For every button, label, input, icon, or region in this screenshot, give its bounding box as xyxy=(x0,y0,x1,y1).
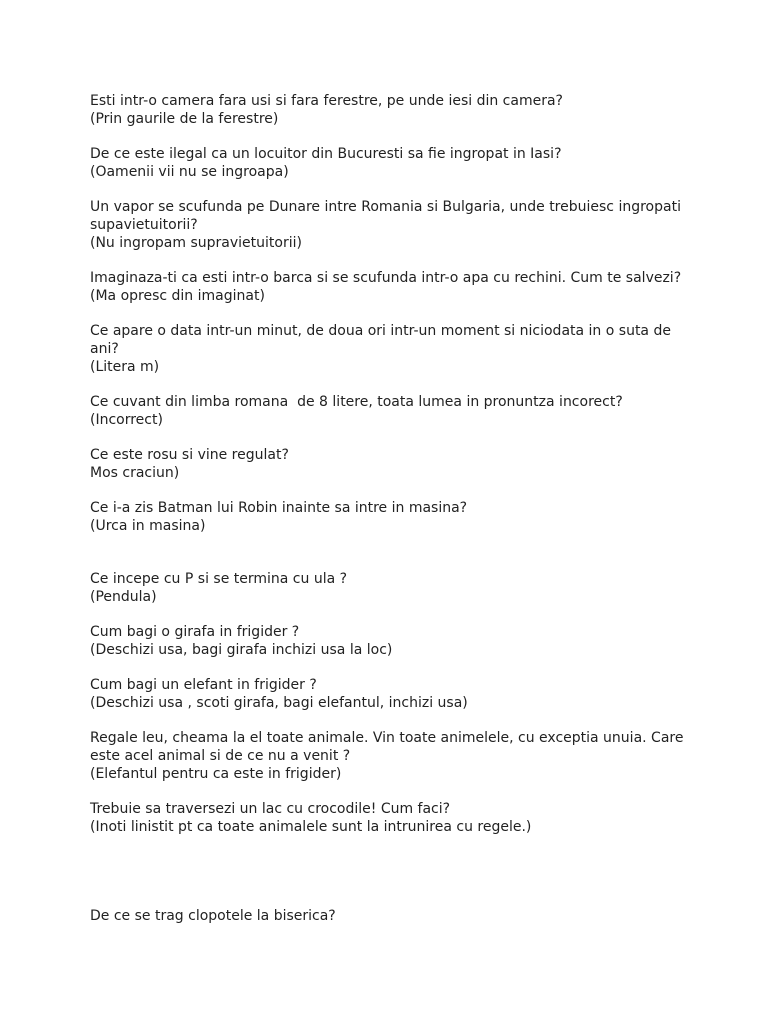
riddle-item xyxy=(90,393,690,429)
riddle-question: Ce este rosu si vine regulat? xyxy=(90,447,289,463)
riddle-answer: (Nu ingropam supravietuitorii) xyxy=(90,235,302,251)
riddle-question: Un vapor se scufunda pe Dunare intre Romania si Bulgaria, unde trebuiesc ingropati supavietuitorii? xyxy=(90,199,686,233)
riddle-item xyxy=(90,269,690,305)
riddle-answer: (Pendula) xyxy=(90,589,157,605)
riddle-item xyxy=(90,198,690,252)
riddle-question: Trebuie sa traversezi un lac cu crocodile! Cum faci? xyxy=(90,801,451,817)
riddle-question: Regale leu, cheama la el toate animale. Vin toate animelele, cu exceptia unuia. Care este acel animal si de ce nu a venit ? xyxy=(90,730,688,764)
riddle-answer: (Incorrect) xyxy=(90,412,163,428)
riddle-question: De ce este ilegal ca un locuitor din Bucuresti sa fie ingropat in Iasi? xyxy=(90,146,562,162)
riddle-item xyxy=(90,322,690,376)
riddle-answer: (Inoti linistit pt ca toate animalele sunt la intrunirea cu regele.) xyxy=(90,819,532,835)
riddle-question: Imaginaza-ti ca esti intr-o barca si se scufunda intr-o apa cu rechini. Cum te salvezi? xyxy=(90,270,682,286)
riddle-answer: Mos craciun) xyxy=(90,465,180,481)
riddle-item xyxy=(90,499,690,535)
riddle-item xyxy=(90,800,690,836)
riddle-answer: (Deschizi usa, bagi girafa inchizi usa la loc) xyxy=(90,642,393,658)
riddle-answer: (Urca in masina) xyxy=(90,518,206,534)
riddle-question: Cum bagi o girafa in frigider ? xyxy=(90,624,300,640)
riddle-answer: (Elefantul pentru ca este in frigider) xyxy=(90,766,342,782)
riddle-item xyxy=(90,623,690,659)
riddle-question: Ce i-a zis Batman lui Robin inainte sa intre in masina? xyxy=(90,500,468,516)
riddle-item xyxy=(90,446,690,482)
riddle-answer: (Deschizi usa , scoti girafa, bagi elefantul, inchizi usa) xyxy=(90,695,468,711)
riddle-answer: (Prin gaurile de la ferestre) xyxy=(90,111,279,127)
riddle-item xyxy=(90,907,690,925)
riddle-answer: (Oamenii vii nu se ingroapa) xyxy=(90,164,289,180)
riddle-item xyxy=(90,570,690,606)
riddle-item xyxy=(90,729,690,783)
riddle-question: Ce incepe cu P si se termina cu ula ? xyxy=(90,571,348,587)
riddle-item xyxy=(90,145,690,181)
document-body xyxy=(90,92,690,942)
riddle-question: De ce se trag clopotele la biserica? xyxy=(90,908,336,924)
riddle-answer: (Ma opresc din imaginat) xyxy=(90,288,265,304)
riddle-question: Ce apare o data intr-un minut, de doua ori intr-un moment si niciodata in o suta de ani? xyxy=(90,323,676,357)
riddle-question: Cum bagi un elefant in frigider ? xyxy=(90,677,317,693)
riddle-item xyxy=(90,676,690,712)
riddle-answer: (Litera m) xyxy=(90,359,160,375)
riddle-question: Ce cuvant din limba romana de 8 litere, toata lumea in pronuntza incorect? xyxy=(90,394,623,410)
riddle-item xyxy=(90,92,690,128)
riddle-question: Esti intr-o camera fara usi si fara ferestre, pe unde iesi din camera? xyxy=(90,93,563,109)
